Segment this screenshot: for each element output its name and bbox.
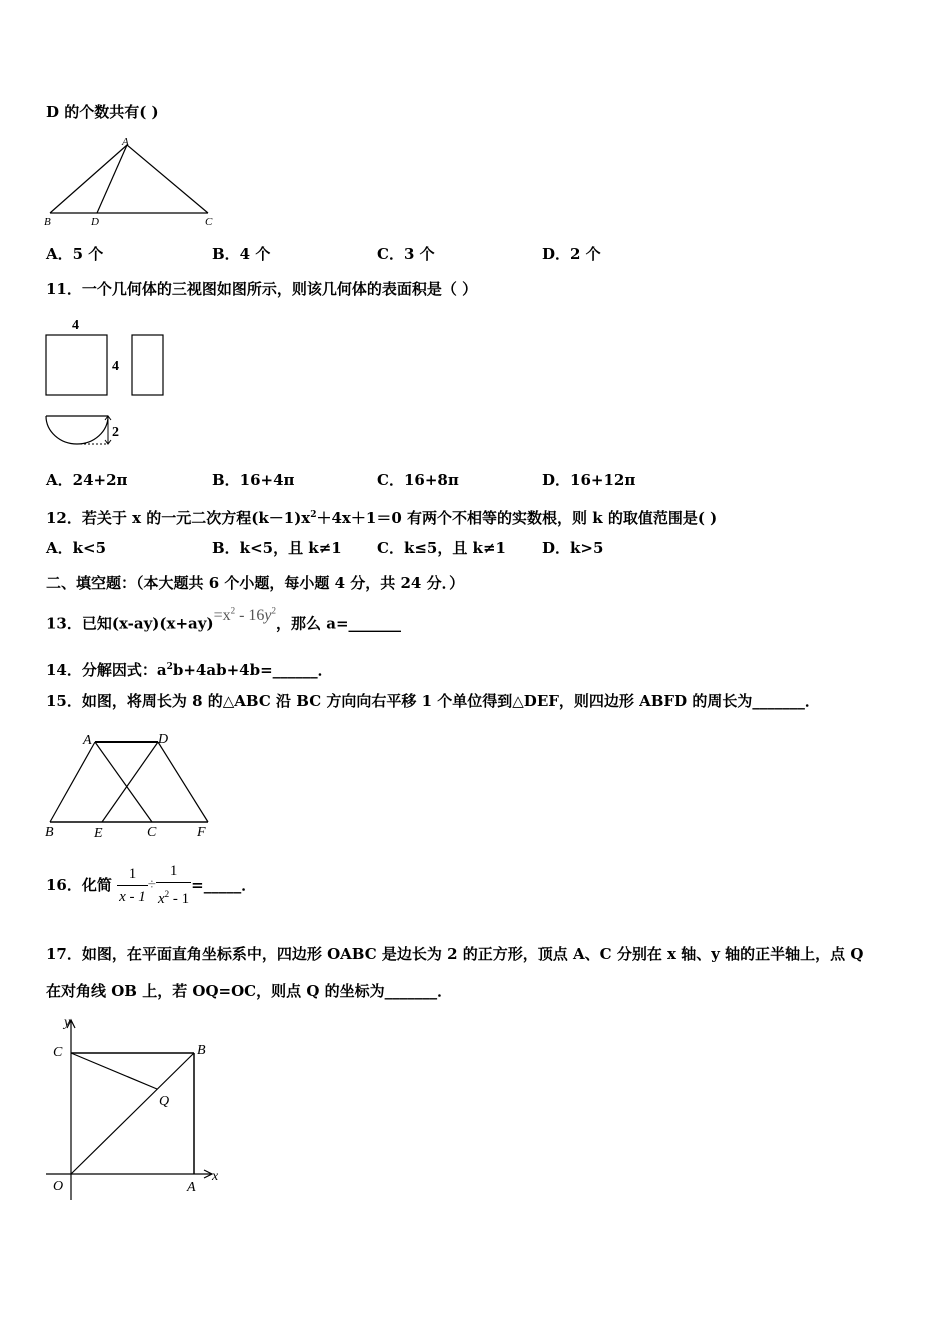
q16-fraction-2: $\frac{1}{x^2 - 1}$: [156, 860, 191, 910]
q11-option-d[interactable]: D．16+12π: [542, 471, 636, 489]
q10-option-d[interactable]: D．2 个: [542, 245, 601, 263]
q11-option-a[interactable]: A．24+2π: [46, 471, 128, 489]
label-d: D: [91, 216, 99, 228]
label-a: A: [187, 1180, 196, 1195]
q11-option-b[interactable]: B．16+4π: [212, 471, 295, 489]
label-c: C: [53, 1045, 63, 1060]
q12-option-b[interactable]: B．k<5，且 k≠1: [212, 539, 342, 557]
q16-stem: 16．化简 $\frac{1}{x - 1}$ ÷ $\frac{1}{x^2 - 1}$ =_____．: [46, 860, 256, 910]
label-e: E: [94, 826, 103, 841]
q17-stem-line2: 在对角线 OB 上，若 OQ=OC，则点 Q 的坐标为_______．: [46, 982, 453, 1000]
label-o: O: [53, 1179, 64, 1194]
label-d: D: [158, 732, 169, 747]
label-q: Q: [159, 1094, 170, 1109]
label-c: C: [205, 216, 213, 228]
q10-option-b[interactable]: B．4 个: [212, 245, 271, 263]
edge-ad: [97, 145, 127, 213]
q10-option-a[interactable]: A．5 个: [46, 245, 104, 263]
q11-stem: 11．一个几何体的三视图如图所示，则该几何体的表面积是（ ）: [46, 280, 478, 298]
side-view: [132, 335, 163, 395]
segment-df: [158, 742, 208, 822]
q10-option-c[interactable]: C．3 个: [377, 245, 435, 263]
label-y: y: [64, 1015, 71, 1030]
label-b: B: [44, 216, 51, 228]
q13-stem: 13．已知$(x-ay)(x+ay)=x^2 - 16y^2$，那么 a=_______: [46, 606, 402, 633]
dim-radius: 2: [112, 425, 119, 440]
top-view-arc: [46, 416, 108, 444]
q12-option-c[interactable]: C．k≤5，且 k≠1: [377, 539, 506, 557]
front-view: [46, 335, 107, 395]
label-a: A: [83, 733, 92, 748]
q12-option-a[interactable]: A．k<5: [46, 539, 107, 557]
label-f: F: [197, 825, 206, 840]
edge-ab: [50, 145, 127, 213]
q10-stem-tail: D 的个数共有( ): [46, 103, 159, 121]
label-x: x: [212, 1169, 219, 1184]
q11-three-view-figure: [40, 312, 180, 452]
dim-top: 4: [72, 318, 79, 333]
q15-translation-figure: [40, 727, 220, 842]
section-2-heading: 二、填空题：（本大题共 6 个小题，每小题 4 分，共 24 分．）: [46, 574, 465, 592]
q12-stem: 12．若关于 x 的一元二次方程$(k-1)x^2+4x+1=0$ 有两个不相等的实数根，则 k 的取值范围是( ): [46, 509, 718, 527]
diagonal-ob: [71, 1053, 194, 1174]
segment-ab: [50, 742, 95, 822]
q15-stem: 15．如图，将周长为 8 的△ABC 沿 BC 方向向右平移 1 个单位得到△DEF，则四边形 ABFD 的周长为_______．: [46, 692, 820, 710]
segment-cq: [71, 1053, 157, 1089]
q14-stem: 14．分解因式：$a^2b+4ab+4b=\_\_\_\_\_\_$．: [46, 661, 333, 679]
label-c: C: [147, 825, 157, 840]
q11-option-c[interactable]: C．16+8π: [377, 471, 459, 489]
q10-triangle-figure: [40, 135, 230, 230]
q17-coordinate-figure: [40, 1012, 230, 1207]
label-b: B: [197, 1043, 206, 1058]
label-a: A: [122, 136, 129, 148]
segment-ac: [95, 742, 152, 822]
dim-side: 4: [112, 359, 119, 374]
q16-fraction-1: $\frac{1}{x - 1}$: [117, 863, 148, 908]
segment-de: [102, 742, 158, 822]
q17-stem-line1: 17．如图，在平面直角坐标系中，四边形 OABC 是边长为 2 的正方形，顶点 A、C 分别在 x 轴、y 轴的正半轴上，点 Q: [46, 945, 864, 963]
label-b: B: [45, 825, 54, 840]
edge-ac: [127, 145, 208, 213]
q12-option-d[interactable]: D．k>5: [542, 539, 604, 557]
